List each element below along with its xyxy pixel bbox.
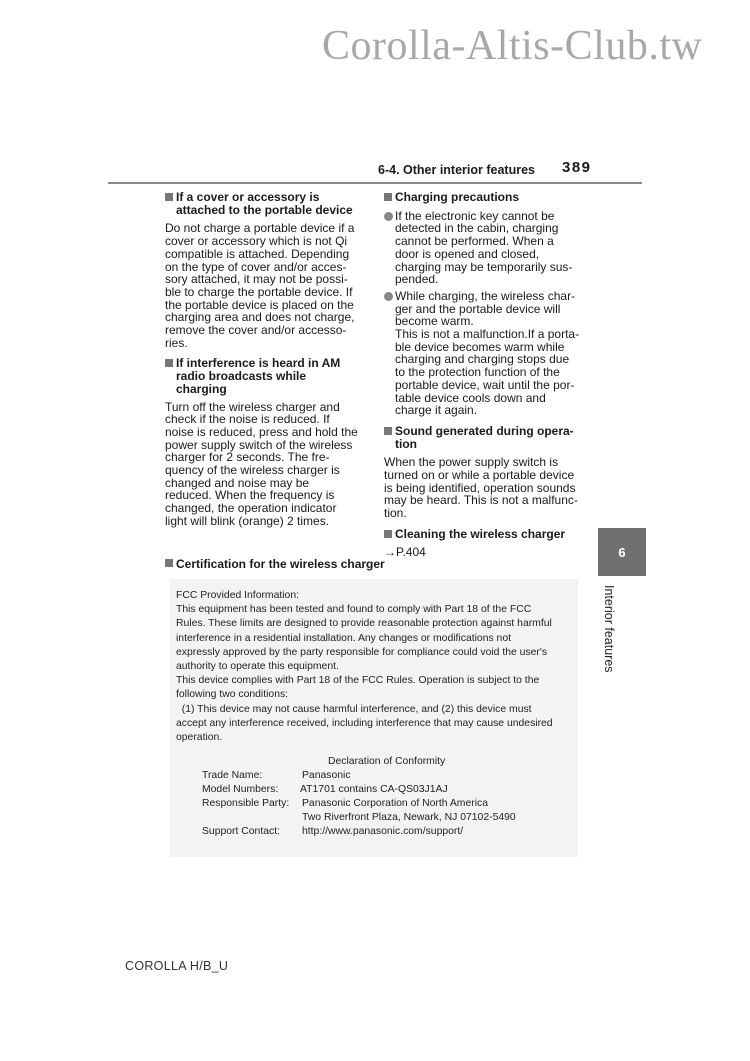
cover-body: Do not charge a portable device if a cover or accessory which is not Qi compatible is attached. Depending on the type of cover and/or acces- sory attached, it may not be possi- ble to charge the portable device. If the portable device is placed on the charging area and does not charge, remove the cover and/or accesso- ries. bbox=[165, 221, 355, 350]
cover-heading: If a cover or accessory is attached to the portable device bbox=[165, 191, 370, 216]
fcc-statement: FCC Provided Information: This equipment has been tested and found to comply with Part 18 of the FCC Rules. These limits are designed to provide reasonable protection against harmful interference in a residential installation. Any changes or modifications not expressly approved by the party responsible for compliance could void the user's authority to operate this equipment. This device complies with Part 18 of the FCC Rules. Operation is subject to the following two conditions: (1) This device may not cause harmful interference, and (2) this device must accept any interference received, including interference that may cause undesired operation. bbox=[176, 590, 553, 744]
support-link[interactable]: http://www.panasonic.com/support/ bbox=[302, 826, 464, 837]
section-title: 6-4. Other interior features bbox=[378, 163, 535, 177]
chapter-tab[interactable]: 6 bbox=[598, 528, 646, 576]
right-column bbox=[384, 191, 594, 566]
precautions-heading: Charging precautions bbox=[384, 191, 594, 204]
cleaning-heading: Cleaning the wireless charger bbox=[384, 528, 594, 541]
interference-body: Turn off the wireless charger and check if the noise is reduced. If noise is reduced, press and hold the power supply switch of the wireless charger for 2 seconds. The fre- quency of the wireless charger is changed and noise may be reduced. When the frequency is changed, the operation indicator light will blink (orange) 2 times. bbox=[165, 399, 358, 528]
header-rule bbox=[108, 182, 642, 184]
certification-heading: Certification for the wireless charger bbox=[165, 557, 385, 571]
footer-model: COROLLA H/B_U bbox=[125, 959, 229, 973]
left-column bbox=[165, 191, 370, 536]
precautions-bullet-1: If the electronic key cannot be detected in the cabin, charging cannot be performed. When a door is opened and closed, charging may be temporarily sus- pended. bbox=[384, 210, 594, 286]
sound-heading: Sound generated during opera- tion bbox=[384, 425, 594, 450]
page-number: 389 bbox=[562, 159, 592, 176]
chapter-label: Interior features bbox=[602, 585, 616, 673]
sound-body: When the power supply switch is turned on or while a portable device is being identified, operation sounds may be heard. This is not a malfunc- tion. bbox=[384, 455, 578, 521]
fcc-info-box: FCC Provided Information: This equipment has been tested and found to comply with Part 18 of the FCC Rules. These limits are designed to provide reasonable protection against harmful interference in a residential installation. Any changes or modifications not expressly approved by the party responsible for compliance could void the user's authority to operate this equipment. This device complies with Part 18 of the FCC Rules. Operation is subject to the following two conditions: (1) This device may not cause harmful interference, and (2) this device must accept any interference received, including interference that may cause undesired operation. Declaration of Conformity Trade Name: Panasonic Model Numbers: AT1701 contains CA-QS03J1AJ Responsible Party: Panasonic Corporation of North America Two Riverfront Plaza, Newark, NJ 07102-5490 Support Contact: http://www.panasonic.com/support/ bbox=[170, 579, 578, 857]
precautions-bullet-2: While charging, the wireless char- ger and the portable device will become warm. This is not a malfunction.If a porta- ble device becomes warm while charging and charging stops due to the protection function of the portable device, wait until the por- table device cools down and charge it again. bbox=[384, 290, 594, 417]
cleaning-reference[interactable]: →P.404 bbox=[384, 544, 426, 559]
interference-heading: If interference is heard in AM radio broadcasts while charging bbox=[165, 357, 370, 395]
declaration-title: Declaration of Conformity bbox=[328, 756, 446, 767]
watermark: Corolla-Altis-Club.tw bbox=[322, 23, 703, 69]
